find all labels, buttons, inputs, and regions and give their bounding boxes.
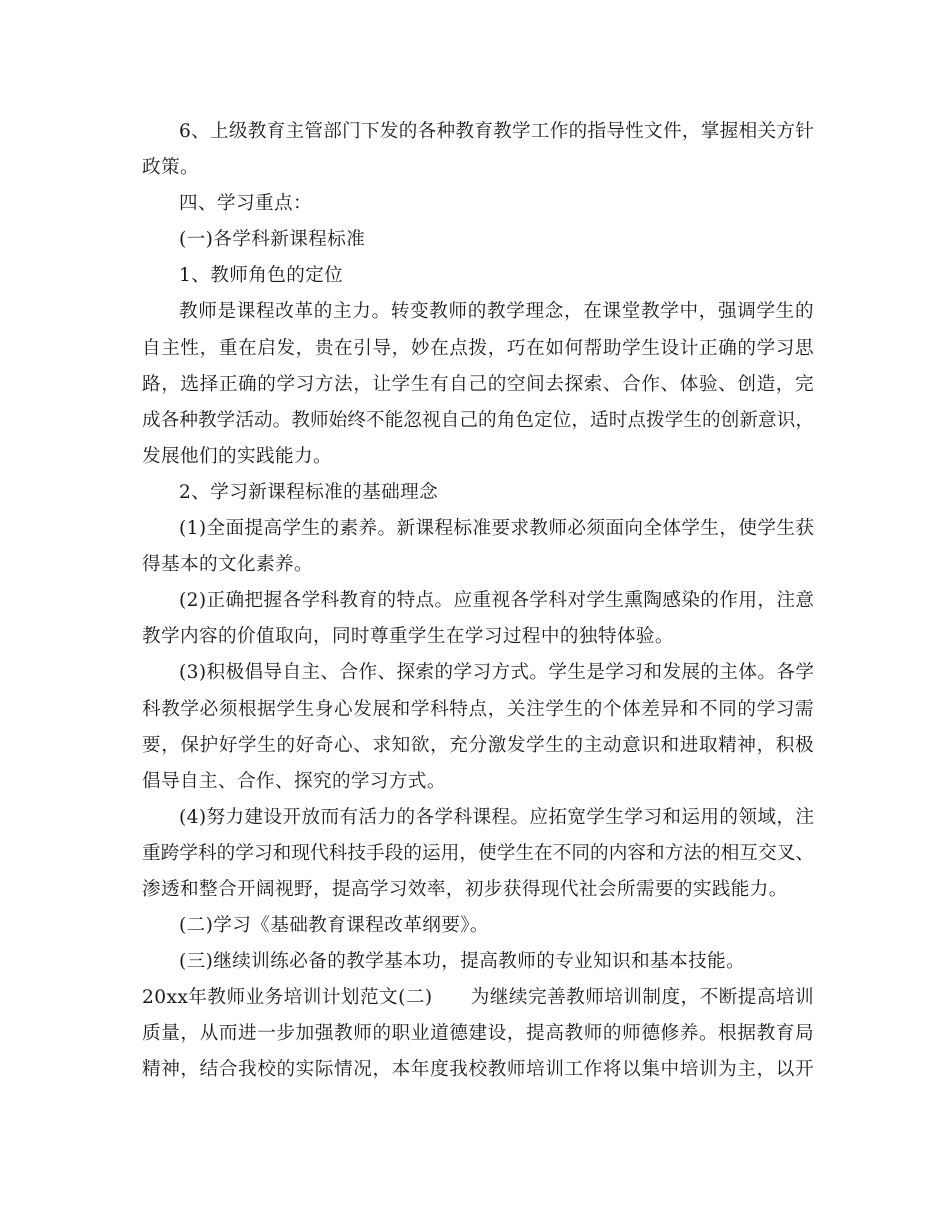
paragraph-line: 自主性，重在启发，贵在引导，妙在点拨，巧在如何帮助学生设计正确的学习思 [142,337,814,359]
paragraph-first-line: (2)正确把握各学科教育的特点。应重视各学科对学生熏陶感染的作用，注意 [179,590,814,612]
document-body [142,114,814,1089]
paragraph-line: 发展他们的实践能力。 [142,445,332,467]
paragraph-first-line: (一)各学科新课程标准 [179,229,366,251]
paragraph-line: 教学内容的价值取向，同时尊重学生在学习过程中的独特体验。 [142,626,674,648]
paragraph-line: 倡导自主、合作、探究的学习方式。 [142,770,446,792]
paragraph-first-line: (三)继续训练必备的教学基本功，提高教师的专业知识和基本技能。 [179,951,746,973]
paragraph-line: 得基本的文化素养。 [142,554,313,576]
paragraph-line: 渗透和整合开阔视野，提高学习效率，初步获得现代社会所需要的实践能力。 [142,878,788,900]
paragraph-line: 重跨学科的学习和现代科技手段的运用，使学生在不同的内容和方法的相互交叉、 [142,842,814,864]
paragraph-first-line: (二)学习《基础教育课程改革纲要》。 [179,915,489,937]
paragraph-line: 路，选择正确的学习方法，让学生有自己的空间去探索、合作、体验、创造，完 [142,373,814,395]
paragraph-line: 精神，结合我校的实际情况，本年度我校教师培训工作将以集中培训为主，以开 [142,1059,814,1081]
paragraph-line: 20xx年教师业务培训计划范文(二) 为继续完善教师培训制度，不断提高培训 [142,987,814,1009]
paragraph-line: 质量，从而进一步加强教师的职业道德建设，提高教师的师德修养。根据教育局 [142,1023,814,1045]
paragraph-first-line: 1、教师角色的定位 [179,265,344,287]
paragraph-line: 要，保护好学生的好奇心、求知欲，充分激发学生的主动意识和进取精神，积极 [142,734,814,756]
paragraph-first-line: 四、学习重点： [179,193,312,215]
paragraph-line: 科教学必须根据学生身心发展和学科特点，关注学生的个体差异和不同的学习需 [142,698,814,720]
paragraph-line: 政策。 [142,157,199,179]
paragraph-first-line: (1)全面提高学生的素养。新课程标准要求教师必须面向全体学生，使学生获 [179,518,814,540]
paragraph-first-line: (3)积极倡导自主、合作、探索的学习方式。学生是学习和发展的主体。各学 [179,662,814,684]
paragraph-line: 成各种教学活动。教师始终不能忽视自己的角色定位，适时点拨学生的创新意识， [142,409,814,431]
paragraph-first-line: (4)努力建设开放而有活力的各学科课程。应拓宽学生学习和运用的领域，注 [179,806,814,828]
paragraph-first-line: 6、上级教育主管部门下发的各种教育教学工作的指导性文件，掌握相关方针 [179,121,814,142]
paragraph-first-line: 教师是课程改革的主力。转变教师的教学理念，在课堂教学中，强调学生的 [179,301,814,323]
paragraph-first-line: 2、学习新课程标准的基础理念 [179,481,439,503]
